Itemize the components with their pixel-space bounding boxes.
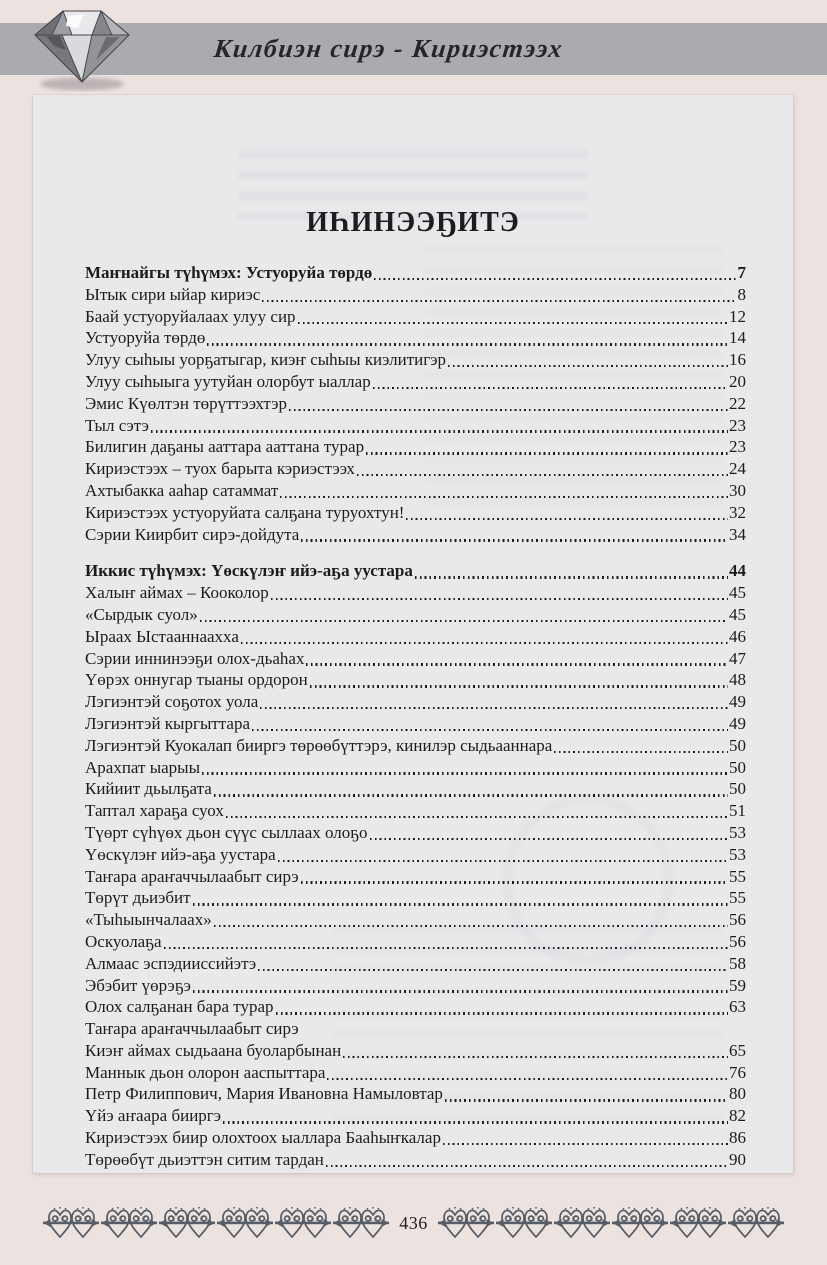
toc-entry-dot-leader: [448, 365, 728, 367]
toc-entry: [85, 887, 746, 909]
toc-entry-label: Кириэстээх биир олохтоох ыаллара Бааһыҥкалар: [85, 1128, 441, 1148]
toc-entry-page-number: 23: [729, 415, 746, 435]
toc-entry-page-number: 59: [729, 975, 746, 995]
toc-entry-page-number: 8: [737, 284, 746, 304]
toc-entry-page-number: 32: [729, 502, 746, 522]
scroll-heart-ornament-icon: [159, 1204, 215, 1242]
toc-entry-page-number: 48: [729, 670, 746, 690]
toc-entry-dot-leader: [271, 598, 728, 600]
toc-entry-page-number: 23: [729, 437, 746, 457]
toc-entry-page-number: 50: [729, 757, 746, 777]
toc-entry-label: Билигин даҕаны ааттара ааттана турар: [85, 437, 365, 457]
toc-entry-label: Эмис Күөлтэн төрүттээхтэр: [85, 393, 288, 413]
content-page: [33, 95, 793, 1173]
toc-entry-page-number: 47: [729, 648, 746, 668]
toc-entry-label: Үөскүлэҥ ийэ-аҕа уустара: [85, 844, 276, 864]
toc-entry-dot-leader: [406, 518, 728, 520]
toc-entry: [85, 626, 746, 648]
toc-entry: [85, 735, 746, 757]
toc-entry-label: Ахтыбакка ааһар сатаммат: [85, 480, 279, 500]
toc-entry-label: Сэрии иннинээҕи олох-дьаһах: [85, 648, 305, 668]
toc-entry-page-number: 34: [729, 524, 746, 544]
toc-entry-page-number: 22: [729, 393, 746, 413]
toc-entry-dot-leader: [262, 300, 736, 302]
scroll-heart-ornament-icon: [275, 1204, 331, 1242]
toc-entry-dot-leader: [280, 496, 728, 498]
toc-entry: [85, 1149, 746, 1171]
toc-entry-label: Маҥнайгы түһүмэх: Устуоруйа төрдө: [85, 263, 373, 282]
diamond-gem-icon: [26, 2, 138, 92]
toc-entry-dot-leader: [278, 860, 728, 862]
toc-entry-page-number: 80: [729, 1084, 746, 1104]
toc-entry-page-number: 86: [729, 1128, 746, 1148]
toc-entry-page-number: 45: [729, 604, 746, 624]
toc-entry: [85, 822, 746, 844]
toc-entry-label: Кийиит дьылҕата: [85, 779, 212, 799]
toc-entry-page-number: 44: [729, 561, 746, 581]
toc-entry-page-number: 55: [729, 888, 746, 908]
toc-entry-label: Олох салҕанан бара турар: [85, 997, 274, 1017]
toc-entry: [85, 1040, 746, 1062]
scroll-heart-ornament-icon: [728, 1204, 784, 1242]
toc-entry-dot-leader: [260, 707, 728, 709]
toc-entry-dot-leader: [301, 539, 728, 541]
toc-entry: [85, 996, 746, 1018]
toc-entry-page-number: 14: [729, 328, 746, 348]
toc-entry-page-number: 63: [729, 997, 746, 1017]
toc-entry: [85, 415, 746, 437]
toc-entry-dot-leader: [200, 620, 728, 622]
toc-entry-label: «Сырдык суол»: [85, 604, 198, 624]
toc-entry-page-number: 65: [729, 1040, 746, 1060]
toc-entry-dot-leader: [415, 576, 728, 578]
toc-entry-label: Сэрии Киирбит сирэ-дойдута: [85, 524, 300, 544]
toc-entry: [85, 975, 746, 997]
toc-entry-dot-leader: [443, 1143, 728, 1145]
toc-entry-label: Лэгиэнтэй кыргыттара: [85, 713, 251, 733]
ornament-group-right: [437, 1204, 785, 1242]
toc-entry-dot-leader: [289, 409, 728, 411]
toc-entry-label: Лэгиэнтэй Куокалап бииргэ төрөөбүттэрэ, кинилэр сыдьааннара: [85, 735, 553, 755]
toc-entry-label: Үйэ аҥаара бииргэ: [85, 1106, 222, 1126]
toc-entry-dot-leader: [326, 1165, 728, 1167]
toc-entry-dot-leader: [327, 1078, 728, 1080]
toc-entry-page-number: 12: [729, 306, 746, 326]
toc-entry-dot-leader: [374, 278, 736, 280]
toc-entry-label: Төрүт дьиэбит: [85, 888, 191, 908]
scroll-heart-ornament-icon: [438, 1204, 494, 1242]
toc-entry-page-number: 46: [729, 626, 746, 646]
scroll-heart-ornament-icon: [496, 1204, 552, 1242]
toc-entry: [85, 909, 746, 931]
toc-entry-dot-leader: [207, 343, 728, 345]
toc-entry-page-number: 58: [729, 953, 746, 973]
toc-entry-dot-leader: [554, 751, 728, 753]
toc-entry: [85, 778, 746, 800]
toc-entry-page-number: 55: [729, 866, 746, 886]
toc-entry: [85, 371, 746, 393]
toc-entry-label: Кириэстээх – туох барыта кэриэстээх: [85, 459, 355, 479]
toc-entry-dot-leader: [366, 452, 728, 454]
toc-entry: [85, 1062, 746, 1084]
toc-entry-label: Устуоруйа төрдө: [85, 328, 206, 348]
toc-entry-page-number: 16: [729, 350, 746, 370]
toc-entry: [85, 866, 746, 888]
toc-entry-dot-leader: [298, 322, 728, 324]
toc-entry-dot-leader: [373, 387, 728, 389]
scroll-heart-ornament-icon: [333, 1204, 389, 1242]
toc-entry-dot-leader: [193, 903, 728, 905]
scroll-heart-ornament-icon: [554, 1204, 610, 1242]
toc-entry: [85, 393, 746, 415]
toc-entry-dot-leader: [370, 838, 728, 840]
toc-entry: [85, 953, 746, 975]
toc-entry-page-number: 76: [729, 1062, 746, 1082]
toc-entry-label: Оскуолаҕа: [85, 931, 162, 951]
toc-entry-label: Төрөөбүт дьиэттэн ситим тардан: [85, 1149, 324, 1169]
toc-entry-label: Таҥара араҥаччылаабыт сирэ: [85, 1019, 299, 1039]
toc-entry-label: Петр Филиппович, Мария Ивановна Намыловтар: [85, 1084, 443, 1104]
toc-entry-dot-leader: [241, 642, 728, 644]
toc-entry: [85, 1018, 746, 1040]
toc-entry-page-number: 50: [729, 779, 746, 799]
toc-entry: [85, 1127, 746, 1149]
toc-entry-page-number: 45: [729, 583, 746, 603]
toc-entry-dot-leader: [202, 772, 728, 774]
toc-entry-dot-leader: [258, 969, 728, 971]
toc-entry-page-number: 53: [729, 822, 746, 842]
toc-entry: [85, 284, 746, 306]
toc-entry-label: Таҥара араҥаччылаабыт сирэ: [85, 866, 299, 886]
toc-entry-label: Халыҥ аймах – Кооколор: [85, 583, 269, 603]
toc-entry-page-number: 90: [729, 1149, 746, 1169]
toc-entry-dot-leader: [226, 816, 728, 818]
toc-entry-dot-leader: [252, 729, 728, 731]
toc-entry-dot-leader: [310, 685, 728, 687]
toc-entry-label: Таптал хараҕа суох: [85, 801, 224, 821]
toc-entry-dot-leader: [223, 1121, 728, 1123]
toc-entry-label: Лэгиэнтэй соҕотох уола: [85, 692, 259, 712]
running-book-title: Килбиэн сирэ - Кириэстээх: [212, 34, 565, 63]
toc-entry-page-number: 82: [729, 1106, 746, 1126]
toc-entry-label: Тыл сэтэ: [85, 415, 149, 435]
scroll-heart-ornament-icon: [670, 1204, 726, 1242]
toc-entry-dot-leader: [214, 794, 728, 796]
toc-entry-dot-leader: [445, 1099, 728, 1101]
toc-entry-page-number: 51: [729, 801, 746, 821]
toc-entry-page-number: 49: [729, 692, 746, 712]
toc-entry: [85, 713, 746, 735]
toc-entry: [85, 524, 746, 546]
toc-entry: [85, 306, 746, 328]
toc-entry-label: Алмаас эспэдииссийэтэ: [85, 953, 257, 973]
toc-entry-label: Улуу сыһыыга уутуйан олорбут ыаллар: [85, 371, 371, 391]
toc-entry-page-number: 7: [737, 263, 746, 282]
toc-entry: [85, 458, 746, 480]
toc-entry-dot-leader: [306, 663, 728, 665]
toc-entry: [85, 757, 746, 779]
toc-entry: [85, 604, 746, 626]
toc-entry-page-number: 56: [729, 910, 746, 930]
toc-entry-page-number: 49: [729, 713, 746, 733]
toc-entry-page-number: 24: [729, 459, 746, 479]
footer-ornament-rule: [0, 1198, 827, 1248]
toc-entry-dot-leader: [214, 925, 728, 927]
toc-entry-dot-leader: [193, 990, 728, 992]
toc-entry-label: Ыраах Ыстааннаахха: [85, 626, 239, 646]
toc-entry-dot-leader: [301, 881, 728, 883]
toc-entry: [85, 691, 746, 713]
toc-entry: [85, 436, 746, 458]
toc-entry-page-number: 53: [729, 844, 746, 864]
toc-entry-label: Арахпат ыарыы: [85, 757, 201, 777]
toc-entry-page-number: 50: [729, 735, 746, 755]
toc-entry: [85, 582, 746, 604]
toc-entry: [85, 669, 746, 691]
toc-entry: [85, 1105, 746, 1127]
toc-entry-label: Иккис түһүмэх: Үөскүлэҥ ийэ-аҕа уустара: [85, 561, 413, 581]
toc-entry: [85, 502, 746, 524]
toc-entry: [85, 327, 746, 349]
toc-entry-label: Маннык дьон олорон ааспыттара: [85, 1062, 326, 1082]
toc-entry-label: Ытык сири ыйар кириэс: [85, 284, 261, 304]
toc-entry: [85, 262, 746, 284]
toc-entry: [85, 931, 746, 953]
scroll-heart-ornament-icon: [612, 1204, 668, 1242]
toc-entry-page-number: 20: [729, 371, 746, 391]
toc-entry-label: Улуу сыһыы уорҕатыгар, киэҥ сыһыы киэлитигэр: [85, 350, 447, 370]
toc-entry-dot-leader: [276, 1012, 728, 1014]
toc-list: [33, 262, 793, 1171]
toc-entry: [85, 800, 746, 822]
toc-entry-label: Кириэстээх устуоруйата салҕана туруохтун!: [85, 502, 405, 522]
toc-entry: [85, 844, 746, 866]
toc-entry-label: Киэҥ аймах сыдьаана буоларбынан: [85, 1040, 342, 1060]
toc-entry-dot-leader: [357, 474, 728, 476]
toc-entry-label: Түөрт сүһүөх дьон сүүс сыллаах олоҕо: [85, 822, 368, 842]
folio-page-number: 436: [399, 1212, 428, 1233]
toc-entry-dot-leader: [164, 947, 728, 949]
ornament-group-left: [42, 1204, 390, 1242]
toc-entry: [85, 480, 746, 502]
toc-entry-label: Эбэбит үөрэҕэ: [85, 975, 191, 995]
toc-entry-label: Үөрэх оннугар тыаны ордорон: [85, 670, 308, 690]
toc-entry: [85, 648, 746, 670]
toc-entry-page-number: 30: [729, 480, 746, 500]
toc-entry: [85, 349, 746, 371]
toc-entry-label: «Тыһыынчалаах»: [85, 910, 212, 930]
toc-entry-dot-leader: [343, 1056, 728, 1058]
toc-title: ИҺИНЭЭҔИТЭ: [306, 207, 520, 238]
toc-entry-label: Баай устуоруйалаах улуу сир: [85, 306, 296, 326]
scroll-heart-ornament-icon: [43, 1204, 99, 1242]
toc-entry: [85, 1083, 746, 1105]
toc-entry-dot-leader: [151, 430, 728, 432]
scroll-heart-ornament-icon: [217, 1204, 273, 1242]
toc-entry-page-number: 56: [729, 931, 746, 951]
toc-entry: [85, 560, 746, 582]
scroll-heart-ornament-icon: [101, 1204, 157, 1242]
